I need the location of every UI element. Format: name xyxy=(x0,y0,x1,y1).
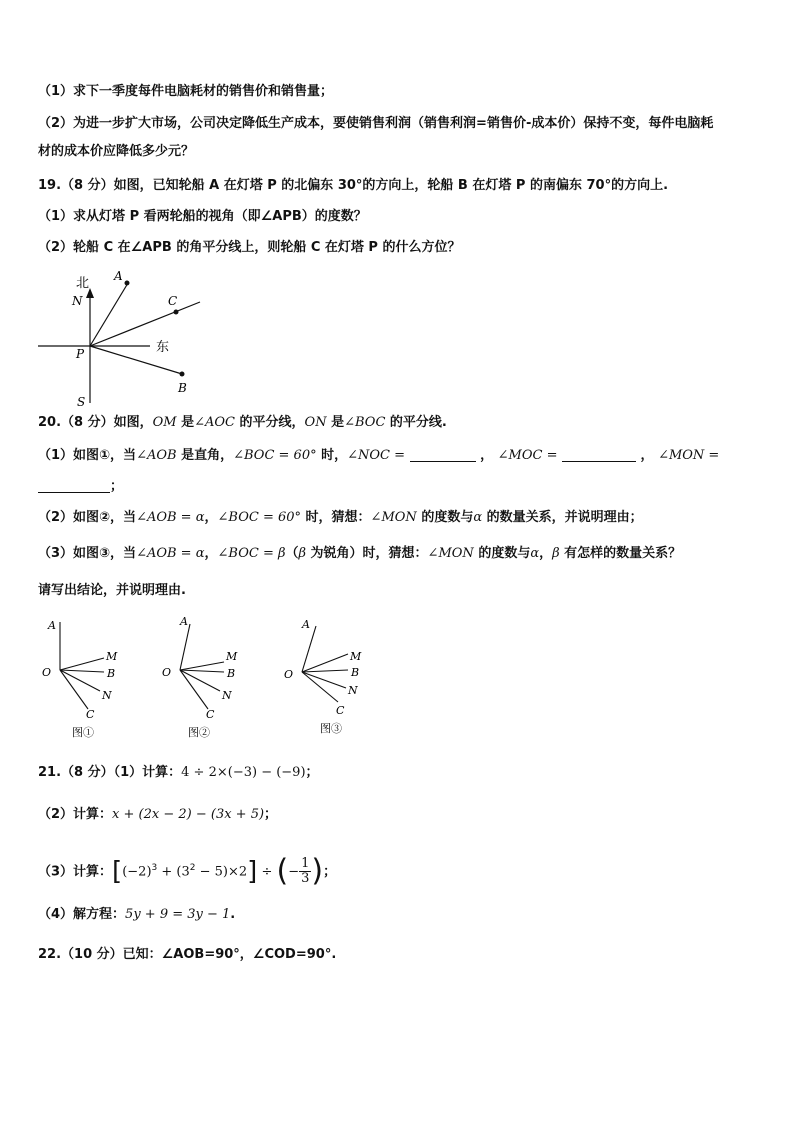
q20-part3-continued: 请写出结论，并说明理由. xyxy=(38,583,186,598)
label-o: O xyxy=(284,668,294,681)
label-b: B xyxy=(107,667,116,680)
ray-on xyxy=(180,670,220,691)
q20-figure-3 xyxy=(280,614,380,742)
ray-oa xyxy=(302,626,316,672)
figure-caption: 图② xyxy=(188,726,210,739)
q21-expr1: 4 ÷ 2×(−3) − (−9) xyxy=(181,765,306,780)
label-b: B xyxy=(351,666,360,679)
point-c xyxy=(174,310,179,315)
label-b: B xyxy=(178,381,187,395)
q19-part1: （1）求从灯塔 P 看两轮船的视角（即∠APB）的度数？ xyxy=(38,209,367,224)
figure-caption: 图① xyxy=(72,726,94,739)
point-b xyxy=(180,372,185,377)
q20-stem: 20.（8 分）如图，OM 是∠AOC 的平分线，ON 是∠BOC 的平分线. xyxy=(38,415,447,430)
q20-part1-answer-line: ； xyxy=(38,478,123,496)
right-paren: ) xyxy=(311,853,324,889)
ray-oc xyxy=(180,670,208,709)
q20-figure-1 xyxy=(38,614,138,742)
q21-part2: （2）计算：x + (2x − 2) − (3x + 5)； xyxy=(38,807,278,822)
label-east: 东 xyxy=(156,340,170,355)
blank-mon[interactable] xyxy=(38,478,110,493)
label-m: M xyxy=(106,650,118,663)
label-n: N xyxy=(72,294,83,308)
label-p: P xyxy=(76,347,85,361)
blank-moc[interactable] xyxy=(562,447,636,462)
right-bracket: ] xyxy=(247,856,258,887)
label-s: S xyxy=(77,395,86,409)
label-o: O xyxy=(42,666,52,679)
label-a: A xyxy=(114,269,123,283)
fraction-one-third: $\frac{1}{3}$ xyxy=(301,856,310,887)
ray-ob xyxy=(180,670,224,672)
label-m: M xyxy=(350,650,362,663)
label-n: N xyxy=(102,689,112,702)
q19-compass-figure xyxy=(30,268,210,410)
q20-figure-2 xyxy=(158,614,258,742)
q20-part1: （1）如图①，当∠AOB 是直角，∠BOC = 60° 时，∠NOC = ， ∠MOC = ， ∠MON = xyxy=(38,448,720,463)
label-a: A xyxy=(302,618,310,631)
label-b: B xyxy=(227,667,236,680)
ray-om xyxy=(60,658,104,670)
ray-oc xyxy=(302,672,338,702)
q21-part4: （4）解方程：5y + 9 = 3y − 1. xyxy=(38,907,236,922)
q20-part2: （2）如图②，当∠AOB = α，∠BOC = 60° 时，猜想：∠MON 的度数与α 的数量关系，并说明理由； xyxy=(38,510,643,525)
q20-om: OM xyxy=(152,415,177,430)
q18-part1: （1）求下一季度每件电脑耗材的销售价和销售量； xyxy=(38,84,334,99)
q19-part2: （2）轮船 C 在∠APB 的角平分线上，则轮船 C 在灯塔 P 的什么方位？ xyxy=(38,240,461,255)
ray-pa xyxy=(90,283,128,346)
label-o: O xyxy=(162,666,172,679)
label-c: C xyxy=(86,708,95,721)
ray-on xyxy=(302,672,346,688)
label-c: C xyxy=(206,708,215,721)
point-a xyxy=(125,281,130,286)
ray-pc xyxy=(90,302,200,346)
ray-oc xyxy=(60,670,88,709)
label-n: N xyxy=(222,689,232,702)
q19-stem: 19.（8 分）如图，已知轮船 A 在灯塔 P 的北偏东 30°的方向上，轮船 B 在灯塔 P 的南偏东 70°的方向上. xyxy=(38,178,669,193)
q20-on: ON xyxy=(304,415,327,430)
ray-ob xyxy=(302,670,348,672)
label-north: 北 xyxy=(76,276,90,291)
left-paren: ( xyxy=(276,853,289,889)
left-bracket: [ xyxy=(112,856,123,887)
q20-angle-aoc: ∠AOC xyxy=(194,415,235,430)
q21-part1: 21.（8 分）（1）计算：4 ÷ 2×(−3) − (−9)； xyxy=(38,765,319,780)
q21-equation: 5y + 9 = 3y − 1 xyxy=(125,907,231,922)
ray-om xyxy=(180,662,224,670)
q18-part2-line2: 材的成本价应降低多少元？ xyxy=(38,144,195,159)
label-a: A xyxy=(48,619,56,632)
blank-noc[interactable] xyxy=(410,447,476,462)
label-n: N xyxy=(348,684,358,697)
figure-caption: 图③ xyxy=(320,722,342,735)
ray-oa xyxy=(180,624,190,670)
ray-on xyxy=(60,670,100,691)
q20-angle-boc: ∠BOC xyxy=(344,415,386,430)
q21-part3: （3）计算：$[(-2)^3 + (3^2 - 5)\times 2]$ ÷ (− $\frac{1}{3}$ )； xyxy=(38,853,337,889)
q21-expr2: x + (2x − 2) − (3x + 5) xyxy=(112,807,265,822)
label-c: C xyxy=(336,704,345,717)
q18-part2-line1: （2）为进一步扩大市场，公司决定降低生产成本，要使销售利润（销售利润=销售价-成本价）保持不变，每件电脑耗 xyxy=(38,116,714,131)
label-m: M xyxy=(226,650,238,663)
label-a: A xyxy=(180,615,188,628)
q22-stem: 22.（10 分）已知：∠AOB=90°，∠COD=90°. xyxy=(38,947,337,962)
label-c: C xyxy=(168,294,178,308)
ray-ob xyxy=(60,670,104,672)
ray-om xyxy=(302,654,348,672)
q20-part3: （3）如图③，当∠AOB = α，∠BOC = β（β 为锐角）时，猜想：∠MON 的度数与α，β 有怎样的数量关系？ xyxy=(38,546,682,561)
